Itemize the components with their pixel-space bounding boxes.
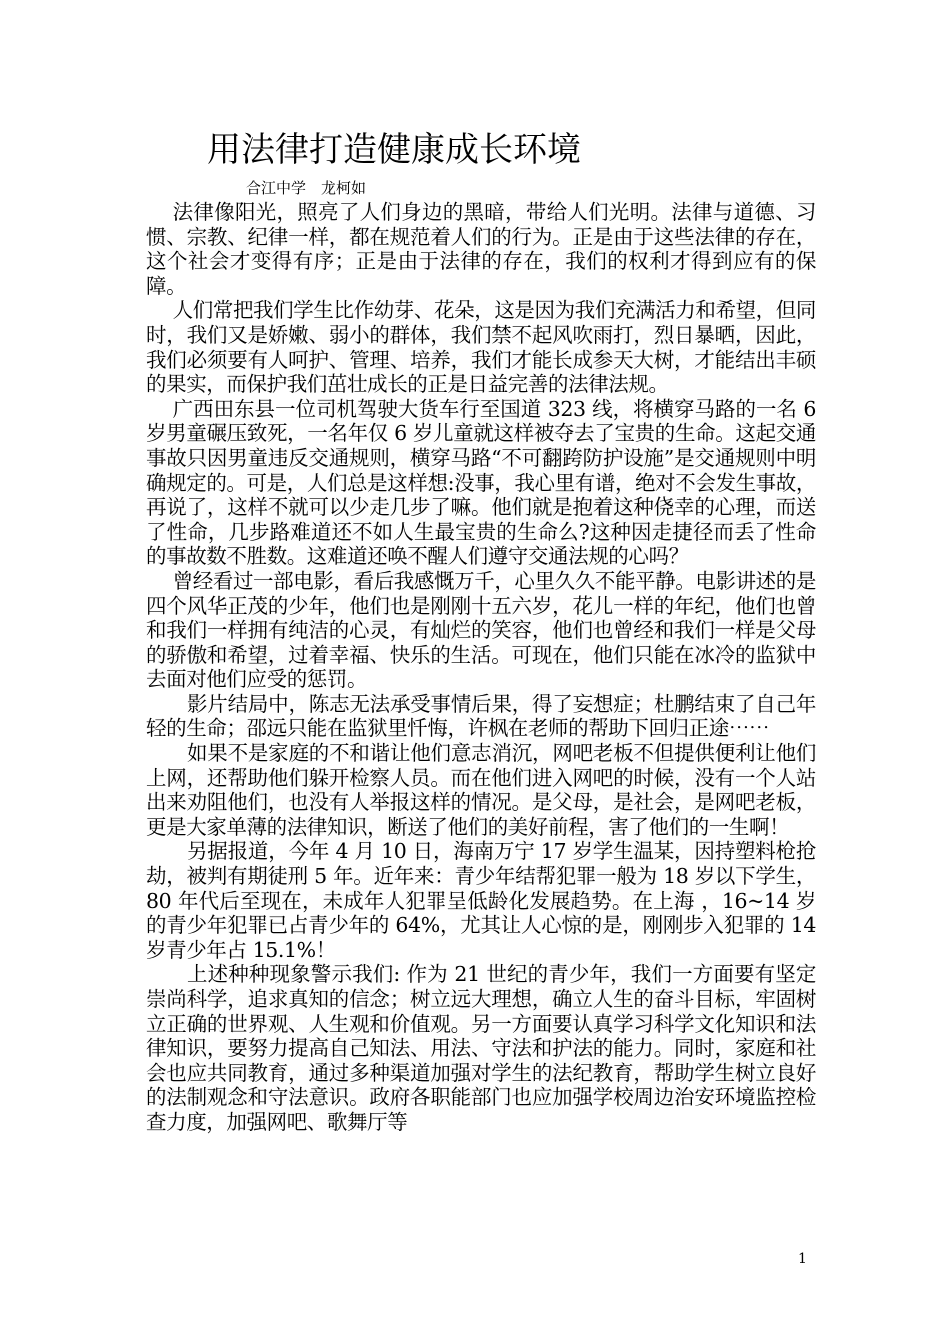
paragraph-movie: 曾经看过一部电影，看后我感慨万千，心里久久不能平静。电影讲述的是四个风华正茂的少年，他们也是刚刚十五六岁，花儿一样的年纪，他们也曾和我们一样拥有纯洁的心灵，有灿烂的笑容，他们也曾经和我们一样是父母的骄傲和希望，过着幸福、快乐的生活。可现在，他们只能在冰冷的监狱中去面对他们应受的惩罚。: [146, 568, 816, 692]
paragraph-movie-ending: 影片结局中，陈志无法承受事情后果，得了妄想症；杜鹏结束了自己年轻的生命；邵远只能在监狱里忏悔，许枫在老师的帮助下回归正途⋯⋯: [146, 691, 816, 741]
author-byline: 合江中学 龙柯如: [246, 179, 367, 197]
paragraph-family-and-society: 如果不是家庭的不和谐让他们意志消沉，网吧老板不但提供便利让他们上网，还帮助他们躲开检察人员。而在他们进入网吧的时候，没有一个人站出来劝阻他们，也没有人举报这样的情况。是父母，是社会，是网吧老板，更是大家单薄的法律知识，断送了他们的美好前程，害了他们的一生啊！: [146, 741, 816, 839]
page-number: 1: [798, 1251, 807, 1267]
paragraph-law-like-sunshine: 法律像阳光，照亮了人们身边的黑暗，带给人们光明。法律与道德、习惯、宗教、纪律一样，都在规范着人们的行为。正是由于这些法律的存在，这个社会才变得有序；正是由于法律的存在，我们的权利才得到应有的保障。: [146, 200, 816, 298]
paragraph-students-as-sprouts: 人们常把我们学生比作幼芽、花朵，这是因为我们充满活力和希望，但同时，我们又是娇嫩、弱小的群体，我们禁不起风吹雨打，烈日暴晒，因此，我们必须要有人呵护、管理、培养，我们才能长成参天大树，才能结出丰硕的果实，而保护我们茁壮成长的正是日益完善的法律法规。: [146, 298, 816, 397]
document-title: 用法律打造健康成长环境: [207, 130, 581, 170]
paragraph-traffic-accident: 广西田东县一位司机驾驶大货车行至国道 323 线，将横穿马路的一名 6 岁男童碾压致死，一名年仅 6 岁儿童就这样被夺去了宝贵的生命。这起交通事故只因男童违反交通规则，横穿马路“不可翻跨防护设施”是交通规则中明确规定的。可是，人们总是这样想:没事，我心里有谱，绝对不会发生事故，再说了，这样不就可以少走几步了嘛。他们就是抱着这种侥幸的心理，而送了性命，几步路难道还不如人生最宝贵的生命么?这种因走捷径而丢了性命的事故数不胜数。这难道还唤不醒人们遵守交通法规的心吗？: [146, 396, 816, 569]
paragraph-warning: 上述种种现象警示我们: 作为 21 世纪的青少年，我们一方面要有坚定崇尚科学，追求真知的信念；树立远大理想，确立人生的奋斗目标，牢固树立正确的世界观、人生观和价值观。另一方面要认真学习科学文化知识和法律知识，要努力提高自己知法、用法、守法和护法的能力。同时，家庭和社会也应共同教育，通过多种渠道加强对学生的法纪教育，帮助学生树立良好的法制观念和守法意识。政府各职能部门也应加强学校周边治安环境监控检查力度，加强网吧、歌舞厅等: [146, 962, 816, 1134]
document-body: [146, 200, 816, 1135]
paragraph-news-report: 另据报道，今年 4 月 10 日，海南万宁 17 岁学生温某，因持塑料枪抢劫，被判有期徒刑 5 年。近年来：青少年结帮犯罪一般为 18 岁以下学生，80 年代后至现在，未成年人犯罪呈低龄化发展趋势。在上海 ，16~14 岁的青少年犯罪已占青少年的 64%，尤其让人心惊的是，刚刚步入犯罪的 14 岁青少年占 15.1%！: [146, 839, 816, 962]
